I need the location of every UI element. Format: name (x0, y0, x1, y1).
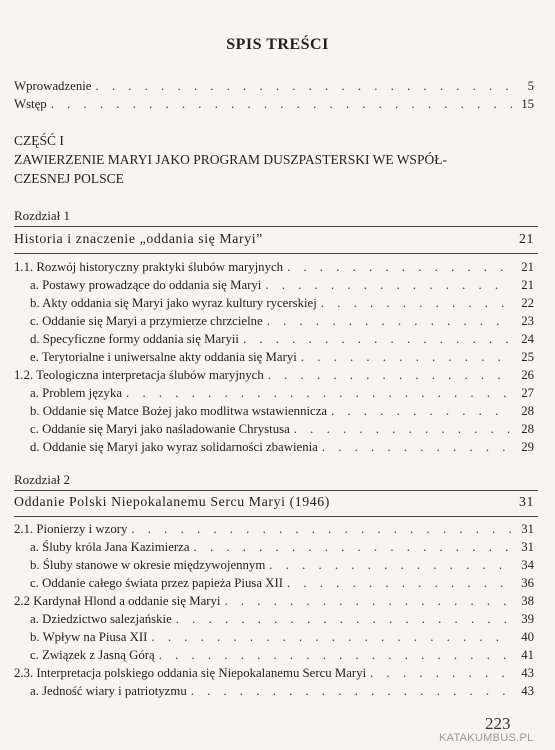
entry-page: 41 (521, 648, 534, 662)
entry-page: 15 (521, 97, 534, 111)
page-number: 223 (485, 714, 511, 733)
entry-page: 29 (521, 440, 534, 454)
entry-page: 31 (521, 540, 534, 554)
watermark: KATAKUMBUS.PL (439, 732, 534, 744)
entry-page: 36 (521, 576, 534, 590)
entry-label: 2.1. Pionierzy i wzory (14, 522, 128, 536)
entry-label: b. Wpływ na Piusa XII (30, 630, 148, 644)
toc-entry (30, 332, 534, 350)
entry-label: c. Oddanie się Maryi jako naśladowanie Chrystusa (30, 422, 290, 436)
toc-entry (14, 260, 534, 278)
entry-label: Wstęp (14, 97, 47, 111)
leader-dots (159, 648, 512, 663)
leader-dots (370, 666, 512, 681)
leader-dots (176, 612, 512, 627)
entry-label: 2.2 Kardynał Hlond a oddanie się Maryi (14, 594, 221, 608)
entry-label: a. Dziedzictwo salezjańskie (30, 612, 172, 626)
toc-entry (30, 540, 534, 558)
entry-page: 22 (521, 296, 534, 310)
divider (14, 226, 538, 227)
entry-page: 43 (521, 666, 534, 680)
leader-dots (287, 260, 512, 275)
toc-entry (14, 666, 534, 684)
chapter-1-label: Rozdział 1 (14, 208, 70, 223)
entry-page: 21 (521, 278, 534, 292)
leader-dots (131, 522, 512, 537)
toc-entry (30, 684, 534, 702)
toc-title: SPIS TREŚCI (226, 36, 329, 53)
entry-label: e. Terytorialne i uniwersalne akty oddania się Maryi (30, 350, 297, 364)
entry-page: 24 (521, 332, 534, 346)
toc-entry (14, 594, 534, 612)
toc-entry (30, 386, 534, 404)
part-title-line1: ZAWIERZENIE MARYI JAKO PROGRAM DUSZPASTERSKI WE WSPÓŁ- (14, 152, 447, 167)
toc-entry (30, 648, 534, 666)
toc-entry (30, 314, 534, 332)
entry-label: b. Akty oddania się Maryi jako wyraz kultury rycerskiej (30, 296, 317, 310)
entry-page: 39 (521, 612, 534, 626)
toc-entry (30, 350, 534, 368)
part-title-line2: CZESNEJ POLSCE (14, 171, 124, 186)
toc-entry (30, 612, 534, 630)
entry-label: Wprowadzenie (14, 79, 92, 93)
entry-page: 5 (527, 79, 534, 93)
divider (14, 253, 538, 254)
toc-entry-intro (14, 79, 534, 97)
entry-page: 27 (521, 386, 534, 400)
entry-label: d. Specyficzne formy oddania się Maryii (30, 332, 239, 346)
leader-dots (331, 404, 512, 419)
leader-dots (51, 97, 512, 112)
leader-dots (321, 296, 512, 311)
leader-dots (268, 368, 512, 383)
entry-page: 34 (521, 558, 534, 572)
part-label: CZĘŚĆ I (14, 133, 64, 148)
leader-dots (194, 540, 512, 555)
entry-label: c. Związek z Jasną Górą (30, 648, 155, 662)
leader-dots (287, 576, 512, 591)
entry-page: 38 (521, 594, 534, 608)
chapter-2-heading (14, 494, 534, 512)
leader-dots (322, 440, 512, 455)
divider (14, 516, 538, 517)
leader-dots (191, 684, 512, 699)
entry-label: Oddanie Polski Niepokalanemu Sercu Maryi (1946) (14, 494, 330, 509)
toc-entry (30, 576, 534, 594)
entry-label: a. Śluby króla Jana Kazimierza (30, 540, 190, 554)
leader-dots (243, 332, 512, 347)
toc-entry (30, 422, 534, 440)
leader-dots (267, 314, 512, 329)
entry-label: b. Śluby stanowe w okresie międzywojennym (30, 558, 266, 572)
toc-entry-wstep (14, 97, 534, 115)
entry-label: c. Oddanie całego świata przez papieża Piusa XII (30, 576, 283, 590)
leader-dots (95, 79, 512, 94)
toc-entry (30, 296, 534, 314)
entry-label: b. Oddanie się Matce Bożej jako modlitwa wstawiennicza (30, 404, 328, 418)
toc-entry (14, 368, 534, 386)
entry-page: 23 (521, 314, 534, 328)
leader-dots (151, 630, 512, 645)
entry-page: 25 (521, 350, 534, 364)
entry-page: 40 (521, 630, 534, 644)
entry-page: 31 (521, 522, 534, 536)
leader-dots (265, 278, 512, 293)
divider (14, 490, 538, 491)
entry-label: c. Oddanie się Maryi a przymierze chrzcielne (30, 314, 263, 328)
toc-entry (14, 522, 534, 540)
toc-entry (30, 558, 534, 576)
entry-label: a. Jedność wiary i patriotyzmu (30, 684, 187, 698)
leader-dots (126, 386, 512, 401)
entry-page: 28 (521, 422, 534, 436)
leader-dots (294, 422, 512, 437)
leader-dots (301, 350, 512, 365)
leader-dots (269, 558, 512, 573)
entry-page: 28 (521, 404, 534, 418)
toc-entry (30, 440, 534, 458)
chapter-1-heading (14, 231, 534, 249)
entry-page: 31 (519, 494, 534, 509)
chapter-2-label: Rozdział 2 (14, 472, 70, 487)
entry-label: a. Postawy prowadzące do oddania się Maryi (30, 278, 262, 292)
entry-page: 26 (521, 368, 534, 382)
entry-page: 43 (521, 684, 534, 698)
entry-page: 21 (519, 231, 534, 246)
entry-label: Historia i znaczenie „oddania się Maryi” (14, 231, 263, 246)
leader-dots (224, 594, 512, 609)
entry-label: 2.3. Interpretacja polskiego oddania się Niepokalanemu Sercu Maryi (14, 666, 367, 680)
entry-label: 1.2. Teologiczna interpretacja ślubów maryjnych (14, 368, 264, 382)
toc-entry (30, 630, 534, 648)
entry-page: 21 (521, 260, 534, 274)
entry-label: d. Oddanie się Maryi jako wyraz solidarności zbawienia (30, 440, 318, 454)
toc-entry (30, 404, 534, 422)
entry-label: 1.1. Rozwój historyczny praktyki ślubów maryjnych (14, 260, 284, 274)
toc-entry (30, 278, 534, 296)
entry-label: a. Problem języka (30, 386, 123, 400)
